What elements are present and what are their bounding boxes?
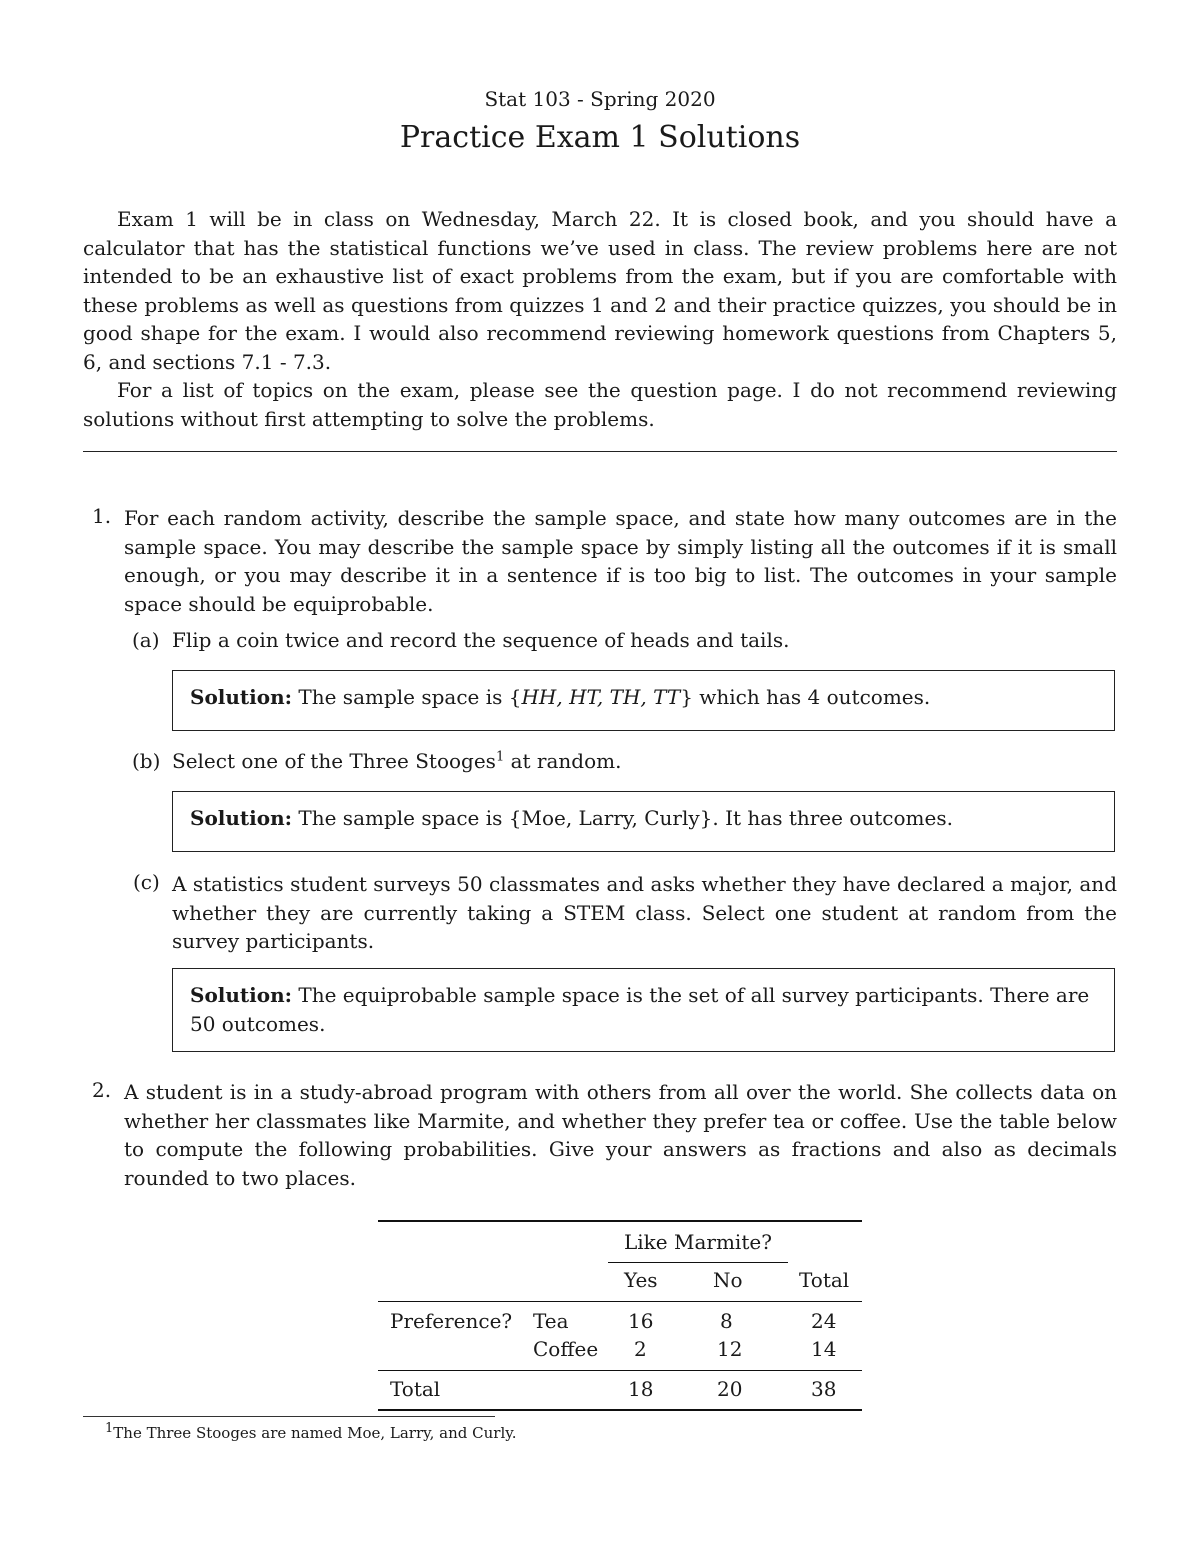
table-cell: 16 — [628, 1309, 654, 1333]
solution-box-b — [172, 791, 1115, 852]
intro-paragraph-2: For a list of topics on the exam, please see the question page. I do not recommend reviewing solutions without first attempting to solve the problems. — [83, 378, 1117, 431]
part-a-label: (a) — [132, 628, 160, 652]
table-cell: 12 — [717, 1337, 743, 1361]
table-top-rule — [378, 1220, 862, 1222]
part-b-text-after: at random. — [504, 749, 622, 773]
table-header-rule — [378, 1301, 862, 1302]
footnote-text: The Three Stooges are named Moe, Larry, and Curly. — [113, 1424, 517, 1442]
part-a-text: Flip a coin twice and record the sequence of heads and tails. — [172, 628, 790, 652]
table-group-header: Like Marmite? — [624, 1230, 772, 1254]
question-1-text: For each random activity, describe the sample space, and state how many outcomes are in the sample space. You may describe the sample space by simply listing all the outcomes if it is small enough, or you may describe it in a sentence if is too big to list. The outcomes in your sample space should be equiprobable. — [124, 506, 1117, 616]
footnote-marker: 1 — [495, 749, 505, 765]
solution-label: Solution: — [190, 806, 293, 830]
solution-c-text: The equiprobable sample space is the set of all survey participants. There are 50 outcomes. — [190, 983, 1090, 1036]
solution-a-post: } which has 4 outcomes. — [680, 685, 931, 709]
question-2-number: 2. — [92, 1078, 112, 1102]
table-cell: 18 — [628, 1377, 654, 1401]
solution-a-math: HH, HT, TH, TT — [521, 685, 681, 709]
solution-box-a — [172, 670, 1115, 731]
table-bottom-rule — [378, 1409, 862, 1411]
page-title: Practice Exam 1 Solutions — [399, 120, 801, 155]
table-group-rule — [608, 1262, 788, 1263]
table-cell: 2 — [634, 1337, 647, 1361]
part-c-label: (c) — [133, 870, 160, 894]
part-c-text: A statistics student surveys 50 classmates and asks whether they have declared a major, and whether they are currently taking a STEM class. Select one student at random from the survey participants. — [172, 872, 1117, 954]
table-row-label: Tea — [533, 1309, 569, 1333]
part-b-label: (b) — [132, 749, 161, 773]
table-col-total: Total — [799, 1268, 850, 1292]
table-total-label: Total — [390, 1377, 441, 1401]
table-col-no: No — [713, 1268, 743, 1292]
course-header: Stat 103 - Spring 2020 — [484, 87, 716, 111]
intro-paragraph-1: Exam 1 will be in class on Wednesday, March 22. It is closed book, and you should have a calculator that has the statistical functions we’ve used in class. The review problems here are not intended to be an exhaustive list of exact problems from the exam, but if you are comfortable with these problems as well as questions from quizzes 1 and 2 and their practice quizzes, you should be in good shape for the exam. I would also recommend reviewing homework questions from Chapters 5, 6, and sections 7.1 - 7.3. — [83, 207, 1117, 374]
footnote — [105, 1421, 517, 1442]
table-cell: 38 — [811, 1377, 837, 1401]
table-row-label: Coffee — [533, 1337, 599, 1361]
table-cell: 20 — [717, 1377, 743, 1401]
question-2-text: A student is in a study-abroad program with others from all over the world. She collects data on whether her classmates like Marmite, and whether they prefer tea or coffee. Use the table below to compute the following probabilities. Give your answers as fractions and also as decimals rounded to two places. — [124, 1080, 1117, 1190]
section-divider — [83, 451, 1117, 452]
question-1-number: 1. — [92, 504, 112, 528]
table-total-rule — [378, 1370, 862, 1371]
marmite-table — [378, 1220, 862, 1412]
footnote-rule — [83, 1416, 495, 1417]
part-b-text-wrap — [172, 749, 621, 773]
part-b-text: Select one of the Three Stooges — [172, 749, 496, 773]
solution-b-text: The sample space is {Moe, Larry, Curly}. It has three outcomes. — [298, 806, 953, 830]
table-row-group-label: Preference? — [390, 1309, 513, 1333]
table-cell: 8 — [720, 1309, 733, 1333]
solution-label: Solution: — [190, 983, 293, 1007]
solution-label: Solution: — [190, 685, 293, 709]
table-cell: 24 — [811, 1309, 837, 1333]
table-cell: 14 — [811, 1337, 837, 1361]
table-col-yes: Yes — [624, 1268, 658, 1292]
footnote-mark: 1 — [105, 1421, 114, 1436]
solution-a-pre: The sample space is { — [298, 685, 522, 709]
solution-box-c — [172, 968, 1115, 1052]
